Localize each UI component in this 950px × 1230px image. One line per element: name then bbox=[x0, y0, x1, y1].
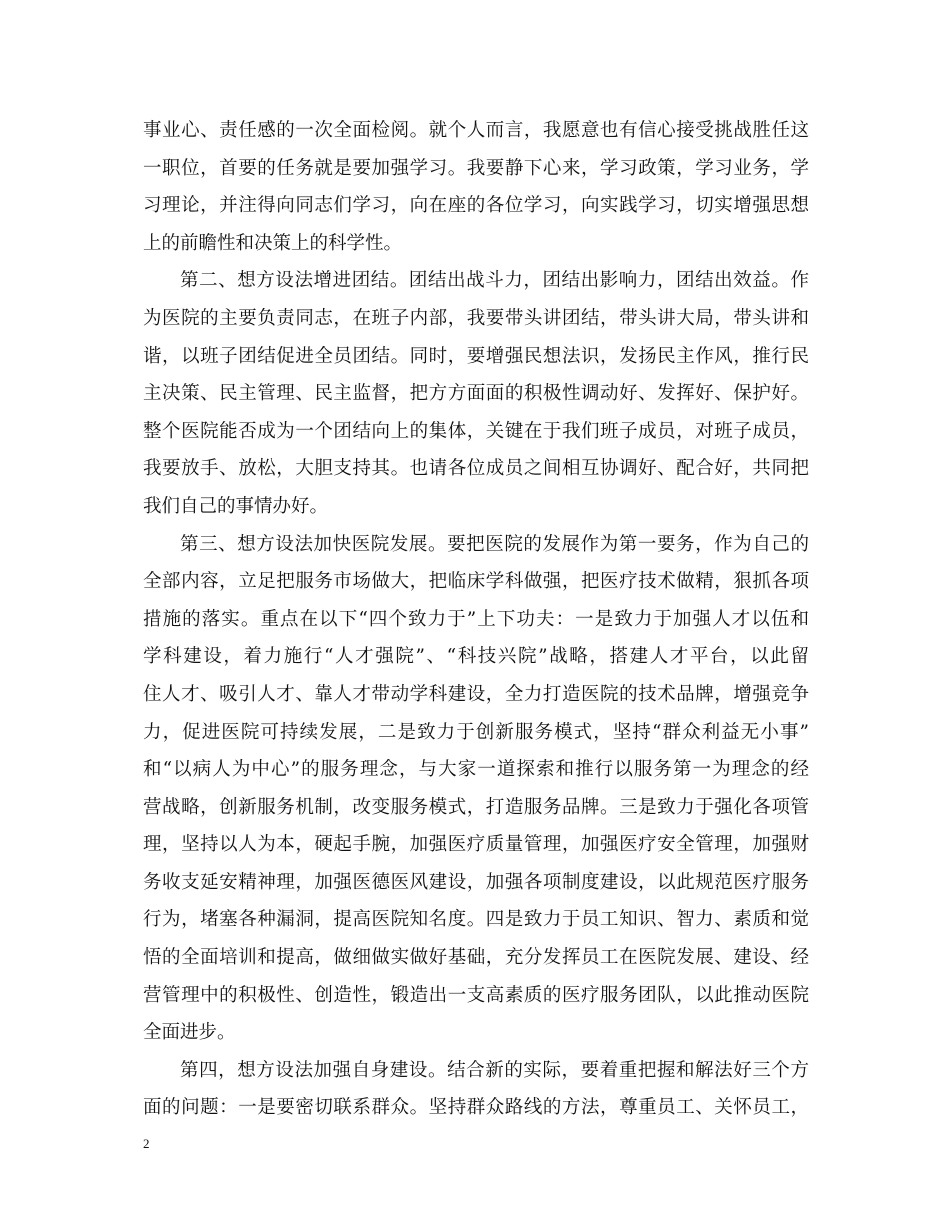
text-line: 一职位，首要的任务就是要加强学习。我要静下心来，学习政策，学习业务，学 bbox=[143, 157, 809, 179]
text-line: 营战略，创新服务机制，改变服务模式，打造服务品牌。三是致力于强化各项管 bbox=[143, 796, 809, 818]
text-line: 面的问题：一是要密切联系群众。坚持群众路线的方法，尊重员工、关怀员工， bbox=[143, 1097, 809, 1119]
text-line: 学科建设，着力施行“人才强院”、“科技兴院”战略，搭建人才平台，以此留 bbox=[143, 646, 809, 668]
text-line: 整个医院能否成为一个团结向上的集体，关键在于我们班子成员，对班子成员， bbox=[143, 420, 809, 442]
text-line: 事业心、责任感的一次全面检阅。就个人而言，我愿意也有信心接受挑战胜任这 bbox=[143, 120, 809, 141]
paragraph-start-line: 第四，想方设法加强自身建设。结合新的实际，要着重把握和解法好三个方 bbox=[180, 1059, 809, 1081]
paragraph-start-line: 第二、想方设法增进团结。团结出战斗力，团结出影响力，团结出效益。作 bbox=[180, 270, 809, 292]
text-line: 习理论，并注得向同志们学习，向在座的各位学习，向实践学习，切实增强思想 bbox=[143, 195, 809, 217]
body-text bbox=[143, 112, 809, 1127]
text-line: 行为，堵塞各种漏洞，提高医院知名度。四是致力于员工知识、智力、素质和觉 bbox=[143, 909, 809, 931]
text-line: 营管理中的积极性、创造性，锻造出一支高素质的医疗服务团队，以此推动医院 bbox=[143, 984, 809, 1006]
text-line: 上的前瞻性和决策上的科学性。 bbox=[143, 232, 403, 254]
page-number: 2 bbox=[143, 1136, 150, 1151]
text-line: 悟的全面培训和提高，做细做实做好基础，充分发挥员工在医院发展、建设、经 bbox=[143, 947, 809, 969]
text-line: 为医院的主要负责同志，在班子内部，我要带头讲团结，带头讲大局，带头讲和 bbox=[143, 307, 809, 329]
text-line: 主决策、民主管理、民主监督，把方方面面的积极性调动好、发挥好、保护好。 bbox=[143, 383, 809, 405]
text-line: 务收支延安精神理，加强医德医风建设，加强各项制度建设，以此规范医疗服务 bbox=[143, 871, 809, 893]
text-line: 理，坚持以人为本，硬起手腕，加强医疗质量管理，加强医疗安全管理，加强财 bbox=[143, 834, 809, 856]
text-line: 和“以病人为中心”的服务理念，与大家一道探索和推行以服务第一为理念的经 bbox=[143, 759, 809, 781]
text-line: 我们自己的事情办好。 bbox=[143, 495, 329, 517]
text-line: 谐，以班子团结促进全员团结。同时，要增强民想法识，发扬民主作风，推行民 bbox=[143, 345, 809, 367]
text-line: 全面进步。 bbox=[143, 1022, 236, 1044]
text-line: 我要放手、放松，大胆支持其。也请各位成员之间相互协调好、配合好，共同把 bbox=[143, 458, 809, 480]
text-line: 全部内容，立足把服务市场做大，把临床学科做强，把医疗技术做精，狠抓各项 bbox=[143, 571, 809, 593]
text-line: 措施的落实。重点在以下“四个致力于”上下功夫：一是致力于加强人才以伍和 bbox=[143, 608, 809, 630]
paragraph-start-line: 第三、想方设法加快医院发展。要把医院的发展作为第一要务，作为自己的 bbox=[180, 533, 809, 555]
text-line: 住人才、吸引人才、靠人才带动学科建设，全力打造医院的技术品牌，增强竞争 bbox=[143, 683, 809, 705]
text-line: 力，促进医院可持续发展，二是致力于创新服务模式，坚持“群众利益无小事” bbox=[143, 721, 809, 743]
